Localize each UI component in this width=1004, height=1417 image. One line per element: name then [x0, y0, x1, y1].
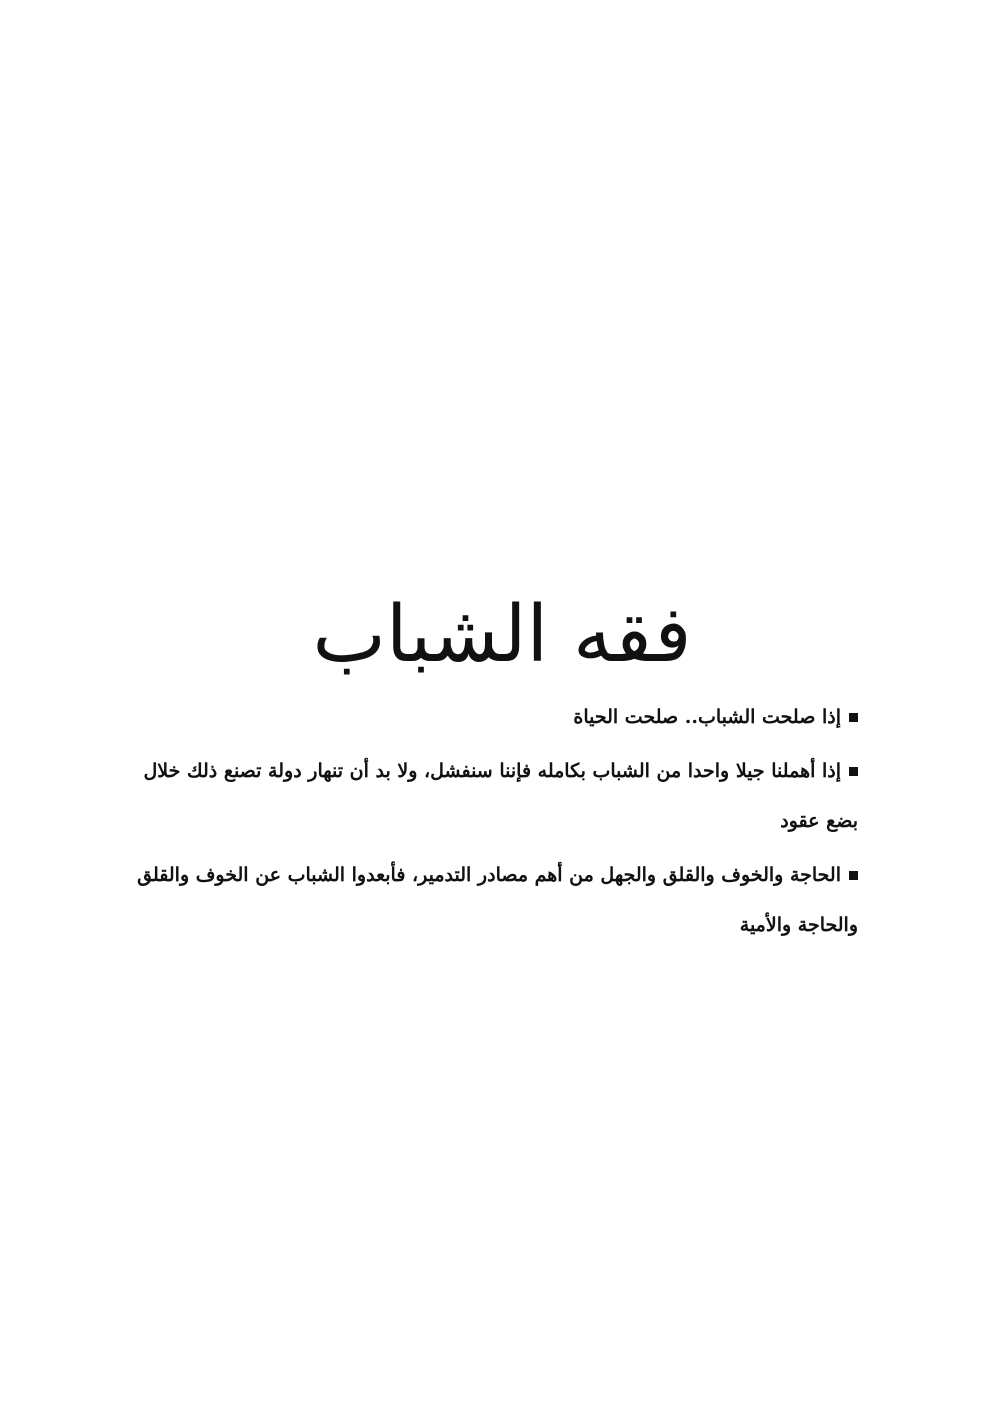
quotes-list — [118, 692, 858, 954]
black-square-icon — [849, 871, 858, 880]
page-title: فقه الشباب — [312, 590, 692, 681]
quote-item — [118, 746, 858, 846]
quote-text: الحاجة والخوف والقلق والجهل من أهم مصادر التدمير، فأبعدوا الشباب عن الخوف والقلق والحاجة والأمية — [137, 864, 858, 936]
quote-text: إذا أهملنا جيلا واحدا من الشباب بكامله فإننا سنفشل، ولا بد أن تنهار دولة تصنع ذلك خلال بضع عقود — [143, 760, 858, 832]
quote-text: إذا صلحت الشباب.. صلحت الحياة — [573, 706, 841, 728]
black-square-icon — [849, 767, 858, 776]
quote-item — [118, 692, 858, 742]
black-square-icon — [849, 713, 858, 722]
quote-item — [118, 850, 858, 950]
